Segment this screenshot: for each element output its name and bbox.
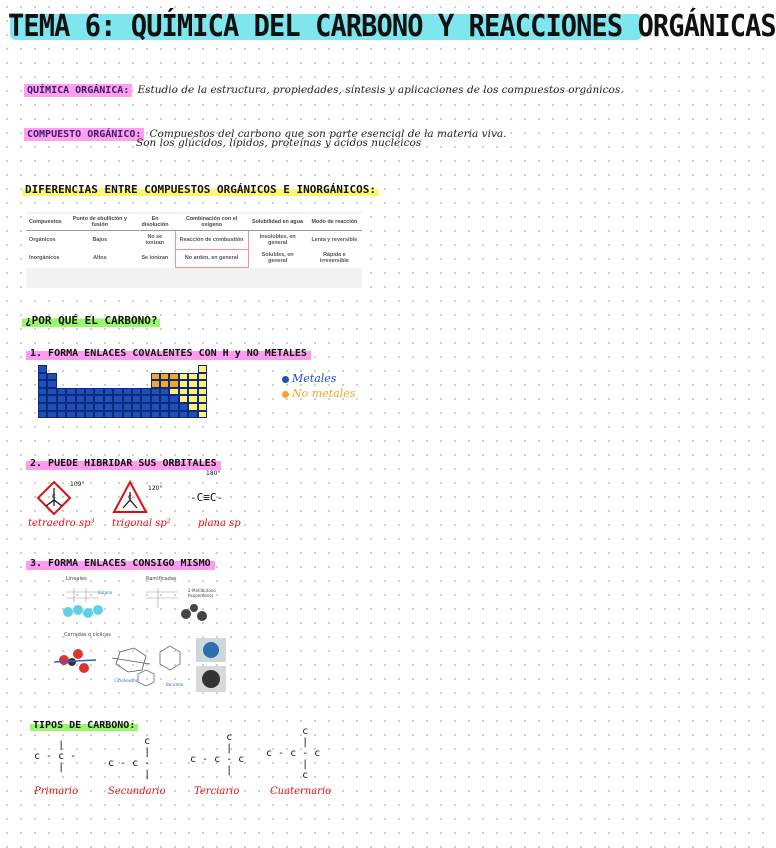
page-title: TEMA 6: QUÍMICA DEL CARBONO Y REACCIONES ORGÁNICAS <box>8 9 776 44</box>
element-cell <box>198 380 207 388</box>
molecule-secondary: c | c - c - | <box>108 736 151 780</box>
element-cell <box>160 380 169 388</box>
trigonal-drawing <box>110 478 163 518</box>
table-cell: Inorgánicos <box>29 255 60 261</box>
element-cell <box>160 403 169 411</box>
triple-bond-formula: -C≡C- <box>190 491 224 504</box>
carbon-chains-illustration <box>50 574 230 694</box>
legend-nonmetals <box>282 387 355 400</box>
element-cell <box>66 365 75 373</box>
element-cell <box>169 411 178 419</box>
element-cell <box>85 388 94 396</box>
element-cell <box>169 365 178 373</box>
legend-metals <box>282 372 355 385</box>
point1-heading-text: 1. FORMA ENLACES COVALENTES CON H y NO METALES <box>26 347 311 360</box>
element-cell <box>169 380 178 388</box>
label-cerradas: Cerradas o cíclicas <box>64 632 111 638</box>
element-cell <box>38 373 47 381</box>
element-cell <box>160 388 169 396</box>
table-header: En disolución <box>135 214 175 231</box>
table-cell: Orgánicos <box>29 237 56 243</box>
element-cell <box>132 365 141 373</box>
table-cell: Insolubles, en general <box>259 234 296 246</box>
element-cell <box>94 365 103 373</box>
element-cell <box>66 388 75 396</box>
point1-heading <box>26 348 311 359</box>
element-cell <box>141 395 150 403</box>
element-cell <box>38 403 47 411</box>
legend-metals-label: Metales <box>292 372 337 385</box>
element-cell <box>76 365 85 373</box>
table-header: Solubilidad en agua <box>248 214 307 231</box>
element-cell <box>57 365 66 373</box>
label-trigonal: trigonal sp² <box>112 518 171 529</box>
label-butano: Butano <box>98 590 113 595</box>
element-cell <box>169 395 178 403</box>
element-cell <box>188 365 197 373</box>
element-cell <box>47 388 56 396</box>
definition-term: QUÍMICA ORGÁNICA: <box>24 84 132 97</box>
element-cell <box>104 365 113 373</box>
element-cell <box>123 388 132 396</box>
legend <box>282 372 355 400</box>
element-cell <box>47 395 56 403</box>
element-cell <box>123 411 132 419</box>
element-cell <box>179 388 188 396</box>
element-cell <box>38 388 47 396</box>
element-cell <box>47 365 56 373</box>
element-cell <box>141 365 150 373</box>
element-cell <box>66 403 75 411</box>
element-cell <box>66 411 75 419</box>
element-cell <box>123 403 132 411</box>
table-cell: No se ionizan <box>145 234 165 246</box>
table-cell: Se ionizan <box>141 255 169 261</box>
element-cell <box>151 388 160 396</box>
table-cell: Lenta y reversible <box>311 237 358 243</box>
element-cell <box>151 403 160 411</box>
element-cell <box>160 365 169 373</box>
element-cell <box>123 373 132 381</box>
element-cell <box>188 395 197 403</box>
svg-text:c: c <box>52 492 56 500</box>
label-ramificadas: Ramificadas <box>146 576 177 582</box>
element-cell <box>104 373 113 381</box>
element-cell <box>198 411 207 419</box>
element-cell <box>47 411 56 419</box>
element-cell <box>76 395 85 403</box>
element-cell <box>94 411 103 419</box>
molecule-quaternary: c | c - c - c | c <box>266 726 321 781</box>
table-header: Modo de reacción <box>307 214 362 231</box>
definition-organic-chemistry <box>24 78 624 97</box>
element-cell <box>179 411 188 419</box>
element-cell <box>188 373 197 381</box>
element-cell <box>198 403 207 411</box>
table-cell: Altos <box>93 255 107 261</box>
element-cell <box>57 395 66 403</box>
svg-text:c: c <box>128 493 132 501</box>
element-cell <box>141 403 150 411</box>
carbon-types-heading-text: TIPOS DE CARBONO: <box>30 720 138 731</box>
element-cell <box>85 395 94 403</box>
definition-term: COMPUESTO ORGÁNICO: <box>24 128 144 141</box>
element-cell <box>151 365 160 373</box>
element-cell <box>76 411 85 419</box>
point3-heading <box>26 558 215 569</box>
element-cell <box>76 388 85 396</box>
table-cell: Bajos <box>92 237 108 243</box>
molecule-primary: | c - c - | <box>34 740 77 773</box>
table-header: Compuestos <box>26 214 65 231</box>
element-cell <box>141 373 150 381</box>
element-cell <box>169 403 178 411</box>
table-row <box>26 231 362 250</box>
element-cell <box>85 373 94 381</box>
element-cell <box>141 380 150 388</box>
element-cell <box>151 373 160 381</box>
label-tetrahedral: tetraedro sp³ <box>28 518 95 529</box>
element-cell <box>113 411 122 419</box>
element-cell <box>104 395 113 403</box>
element-cell <box>169 373 178 381</box>
element-cell <box>57 373 66 381</box>
element-cell <box>198 388 207 396</box>
chain-models-icon <box>54 586 230 624</box>
element-cell <box>66 380 75 388</box>
label-metilbutano: 2-Metilbutano (isopentano) <box>188 588 216 598</box>
element-cell <box>132 403 141 411</box>
element-cell <box>179 380 188 388</box>
element-cell <box>94 388 103 396</box>
table-cell: No arden, en general <box>175 249 248 267</box>
element-cell <box>38 380 47 388</box>
element-cell <box>160 411 169 419</box>
element-cell <box>151 380 160 388</box>
why-carbon-heading-text: ¿POR QUÉ EL CARBONO? <box>22 314 160 327</box>
element-cell <box>57 388 66 396</box>
label-primary: Primario <box>34 786 79 797</box>
element-cell <box>57 411 66 419</box>
element-cell <box>113 380 122 388</box>
element-cell <box>113 373 122 381</box>
angle-label-tetrahedral: 109° <box>70 481 85 488</box>
element-cell <box>179 403 188 411</box>
table-cell: Rápida e irreversible <box>319 252 349 264</box>
angle-label-linear: 180° <box>206 470 221 477</box>
element-cell <box>132 380 141 388</box>
element-cell <box>113 403 122 411</box>
table-header: Punto de ebullición y fusión <box>65 214 135 231</box>
element-cell <box>38 395 47 403</box>
element-cell <box>132 395 141 403</box>
cyclic-models-icon <box>50 638 230 694</box>
element-cell <box>113 388 122 396</box>
element-cell <box>104 411 113 419</box>
legend-nonmetals-label: No metales <box>292 387 356 400</box>
element-cell <box>76 373 85 381</box>
angle-label-trigonal: 120° <box>148 485 163 492</box>
element-cell <box>76 403 85 411</box>
table-cell: Reacción de combustión <box>175 231 248 250</box>
element-cell <box>198 395 207 403</box>
element-cell <box>113 365 122 373</box>
element-cell <box>94 373 103 381</box>
element-cell <box>123 380 132 388</box>
title-block <box>8 6 776 48</box>
label-benceno: Benceno <box>166 682 184 687</box>
element-cell <box>123 395 132 403</box>
element-cell <box>151 395 160 403</box>
element-cell <box>85 380 94 388</box>
point3-heading-text: 3. FORMA ENLACES CONSIGO MISMO <box>26 557 215 570</box>
molecule-tertiary: c | c - c - c | <box>190 732 245 776</box>
element-cell <box>94 380 103 388</box>
element-cell <box>141 388 150 396</box>
element-cell <box>94 403 103 411</box>
element-cell <box>132 411 141 419</box>
definition-text-line2: Son los glúcidos, lípidos, proteínas y ácidos nucléicos <box>136 137 422 149</box>
label-tertiary: Terciario <box>194 786 240 797</box>
element-cell <box>104 380 113 388</box>
element-cell <box>169 388 178 396</box>
element-cell <box>66 373 75 381</box>
element-cell <box>47 373 56 381</box>
element-cell <box>104 388 113 396</box>
point2-heading <box>26 458 221 469</box>
element-cell <box>188 380 197 388</box>
definition-text: Estudio de la estructura, propiedades, síntesis y aplicaciones de los compuestos orgánicos. <box>137 84 624 96</box>
element-cell <box>113 395 122 403</box>
table-header: Combinación con el oxígeno <box>175 214 248 231</box>
element-cell <box>57 380 66 388</box>
differences-table <box>26 214 362 268</box>
element-cell <box>160 373 169 381</box>
element-cell <box>57 403 66 411</box>
definition-text: Compuestos del carbono que son parte esencial de la materia viva. <box>149 128 507 140</box>
element-cell <box>132 373 141 381</box>
differences-heading <box>22 183 379 196</box>
element-cell <box>188 388 197 396</box>
element-cell <box>179 373 188 381</box>
element-cell <box>160 395 169 403</box>
point2-heading-text: 2. PUEDE HIBRIDAR SUS ORBITALES <box>26 457 221 470</box>
element-cell <box>179 365 188 373</box>
differences-heading-text: DIFERENCIAS ENTRE COMPUESTOS ORGÁNICOS E INORGÁNICOS: <box>22 183 379 196</box>
label-ciclohexano: Ciclohexano <box>114 678 139 683</box>
nonmetal-dot-icon <box>282 391 289 398</box>
element-cell <box>198 365 207 373</box>
element-cell <box>38 365 47 373</box>
element-cell <box>85 411 94 419</box>
label-secondary: Secundario <box>108 786 166 797</box>
label-linear: plana sp <box>198 518 241 529</box>
periodic-table <box>38 365 207 418</box>
carbon-types-heading <box>30 720 138 731</box>
table-cell: Solubles, en general <box>261 252 294 264</box>
element-cell <box>76 380 85 388</box>
element-cell <box>188 403 197 411</box>
table-row <box>26 249 362 267</box>
element-cell <box>66 395 75 403</box>
element-cell <box>85 403 94 411</box>
element-cell <box>47 403 56 411</box>
metal-dot-icon <box>282 376 289 383</box>
element-cell <box>47 380 56 388</box>
element-cell <box>85 365 94 373</box>
element-cell <box>179 395 188 403</box>
element-cell <box>94 395 103 403</box>
why-carbon-heading <box>22 314 160 327</box>
element-cell <box>188 411 197 419</box>
element-cell <box>38 411 47 419</box>
element-cell <box>123 365 132 373</box>
label-lineales: Lineales <box>66 576 87 582</box>
label-quaternary: Cuaternario <box>270 786 332 797</box>
element-cell <box>141 411 150 419</box>
element-cell <box>198 373 207 381</box>
element-cell <box>151 411 160 419</box>
element-cell <box>132 388 141 396</box>
element-cell <box>104 403 113 411</box>
